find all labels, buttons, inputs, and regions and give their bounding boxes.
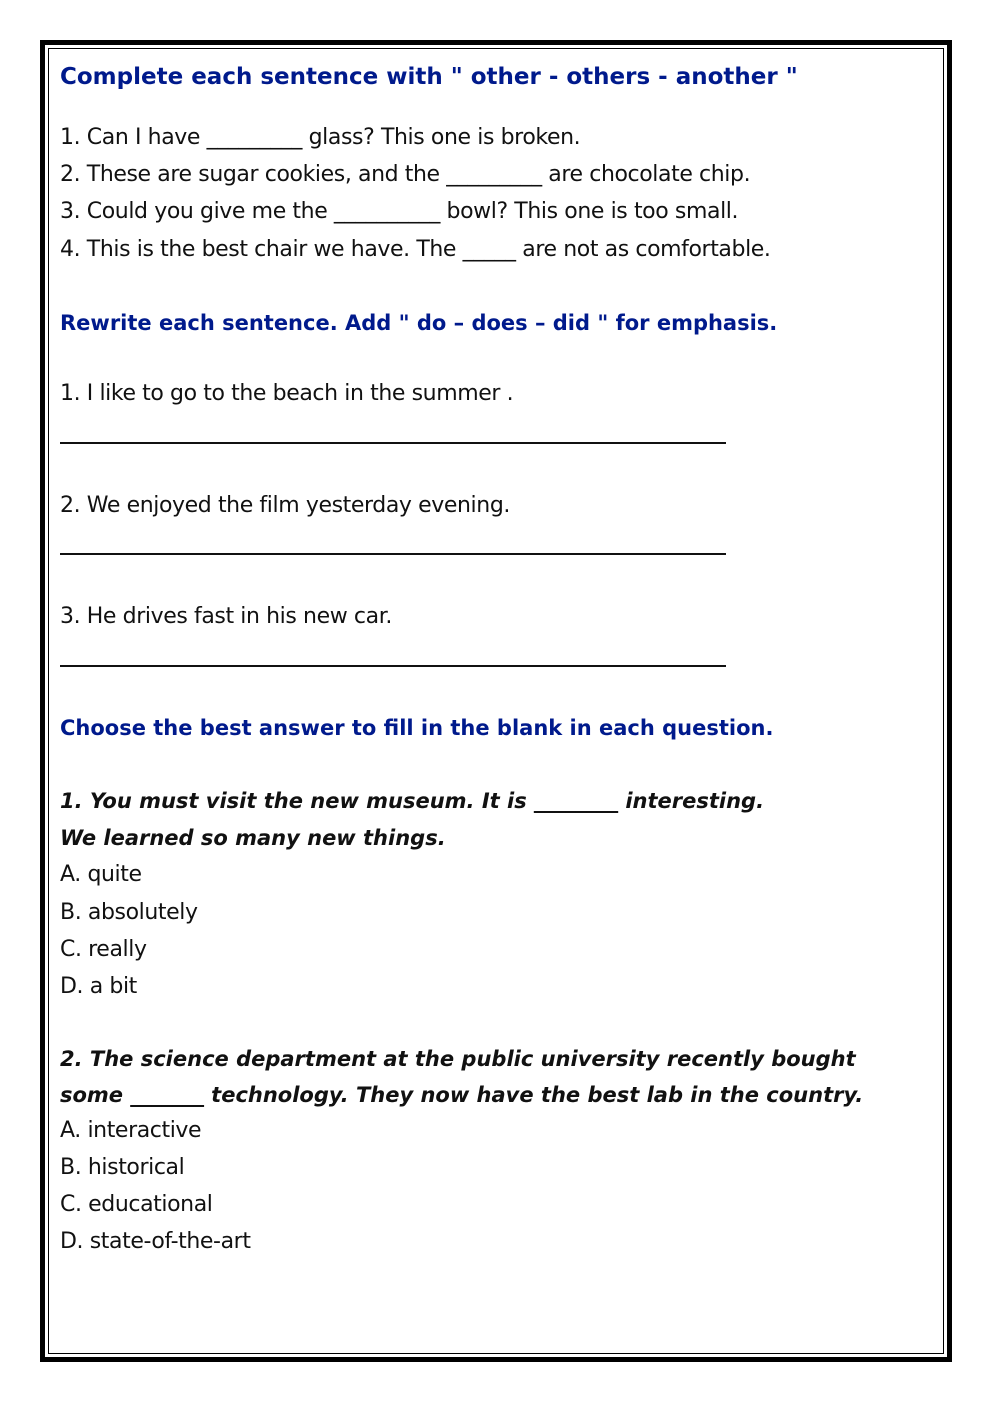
- answer-line-3[interactable]: [60, 665, 726, 667]
- section2-item-3: 3. He drives fast in his new car.: [60, 604, 392, 629]
- section2-title: Rewrite each sentence. Add " do – does – did " for emphasis.: [60, 311, 778, 335]
- question-1-option-b[interactable]: B. absolutely: [60, 900, 198, 925]
- answer-line-2[interactable]: [60, 553, 726, 555]
- section1-item-2: 2. These are sugar cookies, and the _________ are chocolate chip.: [60, 162, 751, 187]
- question-2-option-c[interactable]: C. educational: [60, 1192, 213, 1217]
- question-1-option-c[interactable]: C. really: [60, 937, 147, 962]
- question-2-line-2: some _______ technology. They now have the best lab in the country.: [60, 1083, 864, 1107]
- question-2-option-b[interactable]: B. historical: [60, 1155, 185, 1180]
- question-1-option-d[interactable]: D. a bit: [60, 974, 137, 999]
- question-1-line-1: 1. You must visit the new museum. It is ________ interesting.: [60, 789, 765, 813]
- question-2-line-1: 2. The science department at the public university recently bought: [60, 1047, 856, 1071]
- section2-item-2: 2. We enjoyed the film yesterday evening.: [60, 493, 510, 518]
- question-1-option-a[interactable]: A. quite: [60, 862, 142, 887]
- section1-title: Complete each sentence with " other - others - another ": [60, 64, 798, 90]
- section3-title: Choose the best answer to fill in the blank in each question.: [60, 716, 774, 740]
- section1-item-3: 3. Could you give me the __________ bowl? This one is too small.: [60, 199, 739, 224]
- section1-item-4: 4. This is the best chair we have. The _____ are not as comfortable.: [60, 237, 771, 262]
- section2-item-1: 1. I like to go to the beach in the summer .: [60, 381, 514, 406]
- section1-item-1: 1. Can I have _________ glass? This one is broken.: [60, 125, 581, 150]
- answer-line-1[interactable]: [60, 442, 726, 444]
- question-2-option-a[interactable]: A. interactive: [60, 1118, 202, 1143]
- question-1-line-2: We learned so many new things.: [60, 826, 446, 850]
- question-2-option-d[interactable]: D. state-of-the-art: [60, 1229, 251, 1254]
